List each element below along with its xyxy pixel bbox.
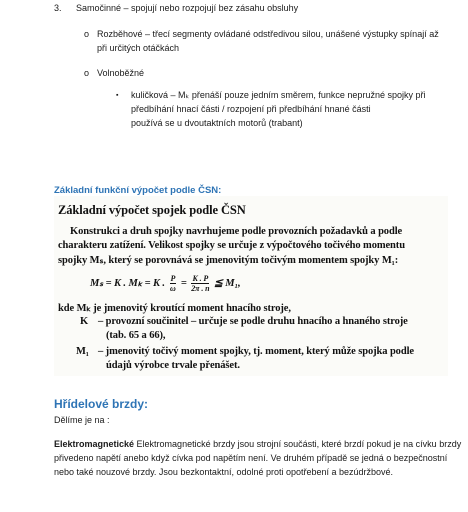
sub-bullet: o: [84, 68, 90, 78]
section-heading: Základní funkční výpočet podle ČSN:: [54, 185, 222, 196]
list-item-text: Samočinné – spojují nebo rozpojují bez zásahu obsluhy: [76, 3, 299, 13]
subsub-item-line: předbíhání hnací části / rozpojení při předbíhání hnané části: [131, 104, 371, 114]
paragraph-line: [54, 437, 461, 451]
scan-definition-line: – provozní součinitel – určuje se podle druhu hnacího a hnaného stroje: [98, 316, 408, 327]
section-heading: Hřídelové brzdy:: [54, 397, 149, 411]
fraction: [170, 274, 177, 293]
paragraph-text: Elektromagnetické brzdy jsou strojní součásti, které brzdí pokud je na cívku brzdy: [134, 439, 462, 449]
sub-bullet: o: [84, 29, 90, 39]
list-item-number: 3.: [54, 3, 62, 13]
scan-definition-line: (tab. 65 a 66),: [106, 330, 166, 341]
subsub-bullet: ▪: [116, 92, 119, 99]
scan-definition-symbol: K: [80, 316, 89, 327]
fraction-numerator: K . P: [192, 274, 209, 283]
fraction-denominator: ω: [170, 284, 176, 293]
scan-paragraph-line: Konstrukci a druh spojky navrhujeme podle provozních požadavků a podle: [70, 226, 403, 237]
sub-item-line: Rozběhové – třecí segmenty ovládané odstředivou silou, unášené výstupky spínají až: [97, 29, 439, 39]
scan-title: Základní výpočet spojek podle ČSN: [58, 203, 246, 217]
scan-definition-line: kde Mₖ je jmenovitý kroutící moment hnacího stroje,: [58, 303, 291, 314]
scan-definition-symbol: M₁: [76, 346, 89, 357]
subsub-item-line: kuličková – Mₖ přenáší pouze jedním směrem, funkce nepružné spojky při: [131, 90, 426, 100]
fraction: [191, 274, 209, 293]
scanned-excerpt: [54, 196, 448, 376]
scan-paragraph-line: spojky Mₛ, který se porovnává se jmenovitým točivým momentem spojky M₁:: [58, 255, 399, 266]
fraction-denominator: 2π . n: [191, 284, 210, 293]
formula-right: ≦ M₁,: [214, 277, 241, 289]
paragraph-bold-term: Elektromagnetické: [54, 439, 135, 449]
formula-left: Mₛ = K . Mₖ = K .: [90, 277, 165, 289]
paragraph-line: nebo také nouzové brzdy. Jsou bezkontaktní, odolné proti opotřebení a bezúdržbové.: [54, 467, 394, 477]
formula: [90, 274, 241, 293]
sub-item-line: při určitých otáčkách: [97, 43, 180, 53]
paragraph-line: přivedeno napětí anebo když cívka pod napětím není. Ve druhém případě se jedná o bezpečnostní: [54, 453, 448, 463]
scan-paragraph-line: charakteru zatížení. Velikost spojky se určuje z výpočtového točivého momentu: [58, 240, 405, 251]
scan-definition-line: – jmenovitý točivý moment spojky, tj. moment, který může spojka podle: [98, 346, 414, 357]
fraction-numerator: P: [170, 274, 176, 283]
section-intro: Dělíme je na :: [54, 415, 110, 425]
sub-item-label: Volnoběžné: [97, 68, 145, 78]
subsub-item-line: používá se u dvoutaktních motorů (trabant): [131, 118, 303, 128]
formula-equals: =: [180, 277, 187, 289]
scan-definition-line: údajů výrobce trvale přenášet.: [106, 360, 240, 371]
